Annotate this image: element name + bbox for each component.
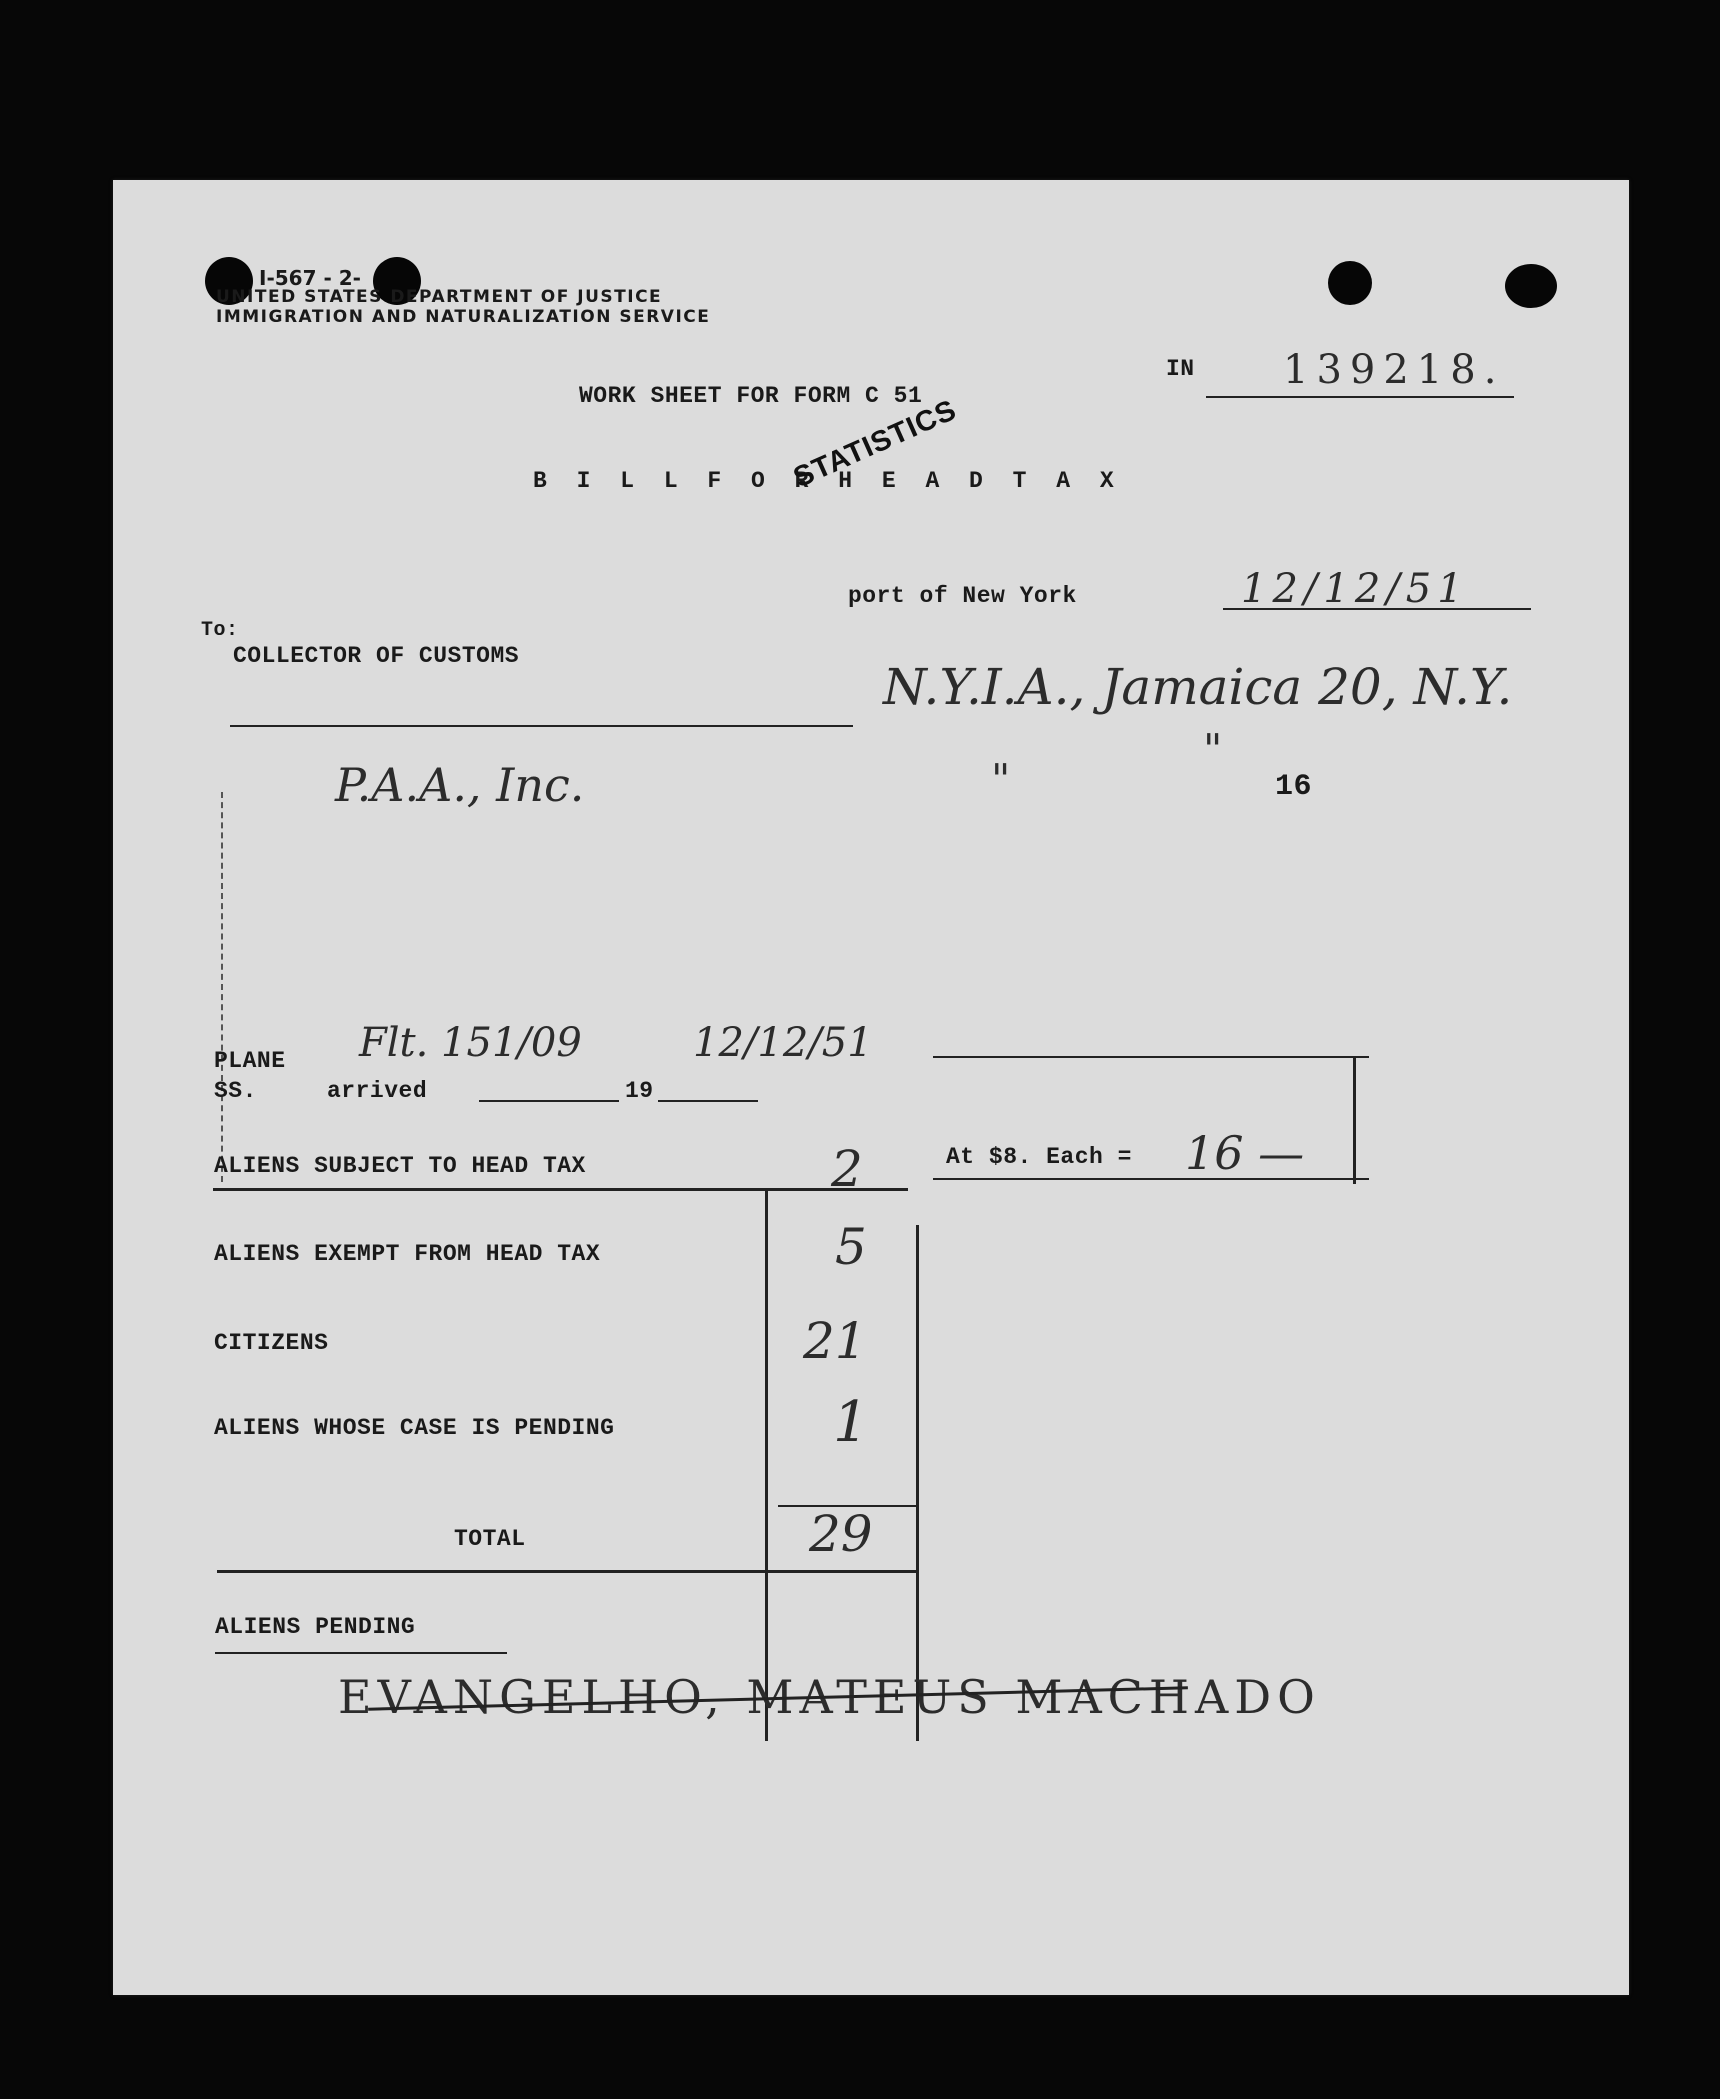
- addressee: COLLECTOR OF CUSTOMS: [233, 643, 520, 669]
- year-prefix: 19: [625, 1078, 654, 1104]
- rate-label: At $8. Each =: [946, 1144, 1132, 1170]
- table-top-line: [213, 1188, 908, 1191]
- address-box-left: [221, 792, 223, 1182]
- ditto-1: ": [991, 755, 1011, 804]
- plane-label: PLANE: [214, 1048, 286, 1074]
- row-label-exempt: ALIENS EXEMPT FROM HEAD TAX: [214, 1241, 601, 1267]
- row-label-subject: ALIENS SUBJECT TO HEAD TAX: [214, 1153, 586, 1179]
- table-divider: [765, 1188, 768, 1741]
- form-number: I-567 - 2-: [259, 266, 361, 290]
- port-label: port of New York: [848, 583, 1077, 609]
- agency-line-1: UNITED STATES DEPARTMENT OF JUSTICE: [216, 287, 663, 307]
- row-value-exempt: 5: [835, 1218, 867, 1276]
- address-handwritten: N.Y.I.A., Jamaica 20, N.Y.: [883, 658, 1513, 716]
- rate-box-top: [933, 1056, 1369, 1058]
- row-label-pending: ALIENS WHOSE CASE IS PENDING: [214, 1415, 615, 1441]
- fee-total-figure: 16: [1275, 770, 1313, 804]
- row-label-citizens: CITIZENS: [214, 1330, 329, 1356]
- rate-box-bottom: [933, 1178, 1369, 1180]
- rate-box-right: [1353, 1056, 1356, 1184]
- to-label: To:: [201, 619, 239, 642]
- row-value-pending: 1: [833, 1390, 869, 1455]
- addressee-line: [230, 725, 853, 727]
- rate-amount: 16 —: [1185, 1126, 1305, 1180]
- row-value-citizens: 21: [803, 1312, 867, 1370]
- document-sheet: [113, 180, 1629, 1995]
- row-value-subject: 2: [831, 1140, 863, 1198]
- date: 12/12/51: [1241, 566, 1469, 612]
- arrived-date-line-1: [479, 1100, 619, 1102]
- arrived-date-line-2: [658, 1100, 758, 1102]
- in-label: IN: [1166, 356, 1195, 382]
- pending-alien-name: EVANGELHO, MATEUS MACHADO: [338, 1670, 1321, 1724]
- punch-hole-right-1: [1328, 261, 1372, 305]
- aliens-pending-line: [215, 1652, 507, 1654]
- in-number: 139218.: [1283, 347, 1505, 393]
- ditto-2: ": [1203, 725, 1223, 774]
- title-line-2: B I L L F O R H E A D T A X: [533, 468, 1122, 494]
- flight-handwritten: Flt. 151/09: [359, 1020, 582, 1066]
- punch-hole-right-2: [1505, 264, 1557, 308]
- ss-label: SS.: [214, 1078, 257, 1104]
- in-number-line: [1206, 396, 1514, 398]
- aliens-pending-label: ALIENS PENDING: [215, 1614, 416, 1640]
- total-value: 29: [809, 1505, 873, 1563]
- statistics-stamp: STATISTICS: [788, 393, 962, 495]
- carrier-handwritten: P.A.A., Inc.: [335, 758, 585, 812]
- table-bottom-line: [217, 1570, 917, 1573]
- arrived-label: arrived: [327, 1078, 428, 1104]
- table-right-border: [916, 1225, 919, 1741]
- arrival-date-handwritten: 12/12/51: [693, 1020, 873, 1066]
- title-line-1: WORK SHEET FOR FORM C 51: [579, 383, 923, 409]
- total-label: TOTAL: [454, 1526, 526, 1552]
- agency-line-2: IMMIGRATION AND NATURALIZATION SERVICE: [216, 307, 711, 327]
- date-line: [1223, 608, 1531, 610]
